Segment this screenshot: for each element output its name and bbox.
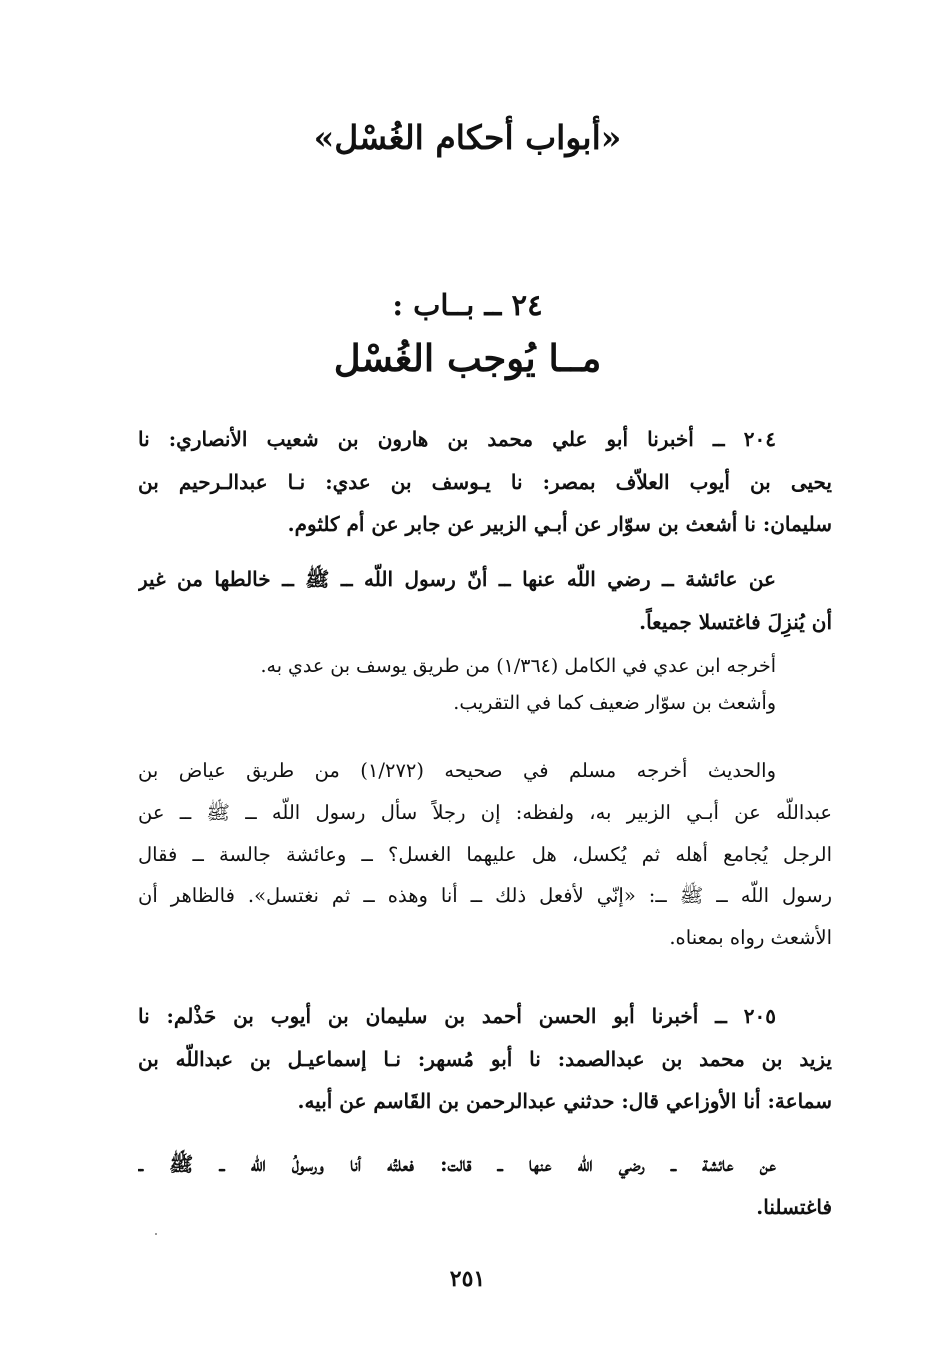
text-line: يحيى بن أيوب العلاّف بمصر: نا يـوسف بن عدي: نـا عبدالـرحيم بن (138, 469, 832, 494)
scan-speck (155, 1233, 157, 1235)
text-line: عن عائشة ــ رضي اللّه عنها ــ أنّ رسول اللّه ــ ﷺ ــ خالطها من غير (138, 567, 776, 591)
text-line: والحديث أخرجه مسلم في صحيحه (١/٢٧٢) من طريق عياض بن (138, 759, 777, 782)
section-title: «أبواب أحكام الغُسْل» (313, 118, 622, 157)
text-line: رسول اللّه ــ ﷺ ــ: «إنّي لأفعل ذلك ــ أنا وهذه ــ ثم نغتسل». فالظاهر أن (138, 884, 832, 908)
text-line: فاغتسلنا. (756, 1194, 832, 1219)
page-number: ٢٥١ (449, 1266, 486, 1292)
text-line: ٢٠٥ ــ أخبرنا أبو الحسن أحمد بن سليمان بن أيوب بن حَذْلم: نا (138, 1004, 776, 1028)
text-line: يزيد بن محمد بن عبدالصمد: نا أبو مُسهر: نـا إسماعيـل بن عبداللّه بن (138, 1046, 832, 1071)
hadith-204-takhrij (138, 648, 832, 722)
text-line: الأشعث رواه بمعناه. (669, 926, 832, 950)
text-line: عبداللّه عن أبـي الزبير به، ولفظه: إن رجلاً سأل رسول اللّه ــ ﷺ ــ عن (138, 800, 832, 824)
hadith-204-isnad (138, 418, 832, 546)
hadith-204-commentary (138, 750, 832, 959)
text-line: عن عائشة ــ رضي اللّه عنها ــ قالت: فعلتُه أنا ورسولُ اللّه ــ ﷺ ــ (138, 1152, 776, 1176)
text-line: ٢٠٤ ــ أخبرنا أبو علي محمد بن هارون بن شعيب الأنصاري: نا (138, 427, 777, 451)
text-line: سليمان: نا أشعث بن سوّار عن أبـي الزبير عن جابر عن أم كلثوم. (287, 512, 832, 536)
text-line: أخرجه ابن عدي في الكامل (١/٣٦٤) من طريق يوسف بن عدي به. (260, 655, 776, 677)
text-line: وأشعث بن سوّار ضعيف كما في التقريب. (453, 692, 776, 714)
hadith-205-matn (138, 1143, 832, 1228)
hadith-204-matn (138, 558, 832, 643)
text-line: سماعة: أنا الأوزاعي قال: حدثني عبدالرحمن بن القَاسم عن أبيه. (297, 1089, 832, 1113)
text-line: أن يُنزِلَ فاغتسلا جميعاً. (639, 609, 832, 634)
hadith-205-isnad (138, 995, 832, 1123)
chapter-title: مــا يُوجب الغُسْل (333, 336, 602, 380)
chapter-number: ٢٤ ــ بــاب : (392, 288, 543, 322)
text-line: الرجل يُجامع أهله ثم يُكسل، هل عليهما الغسل؟ ــ وعائشة جالسة ــ فقال (138, 842, 832, 866)
